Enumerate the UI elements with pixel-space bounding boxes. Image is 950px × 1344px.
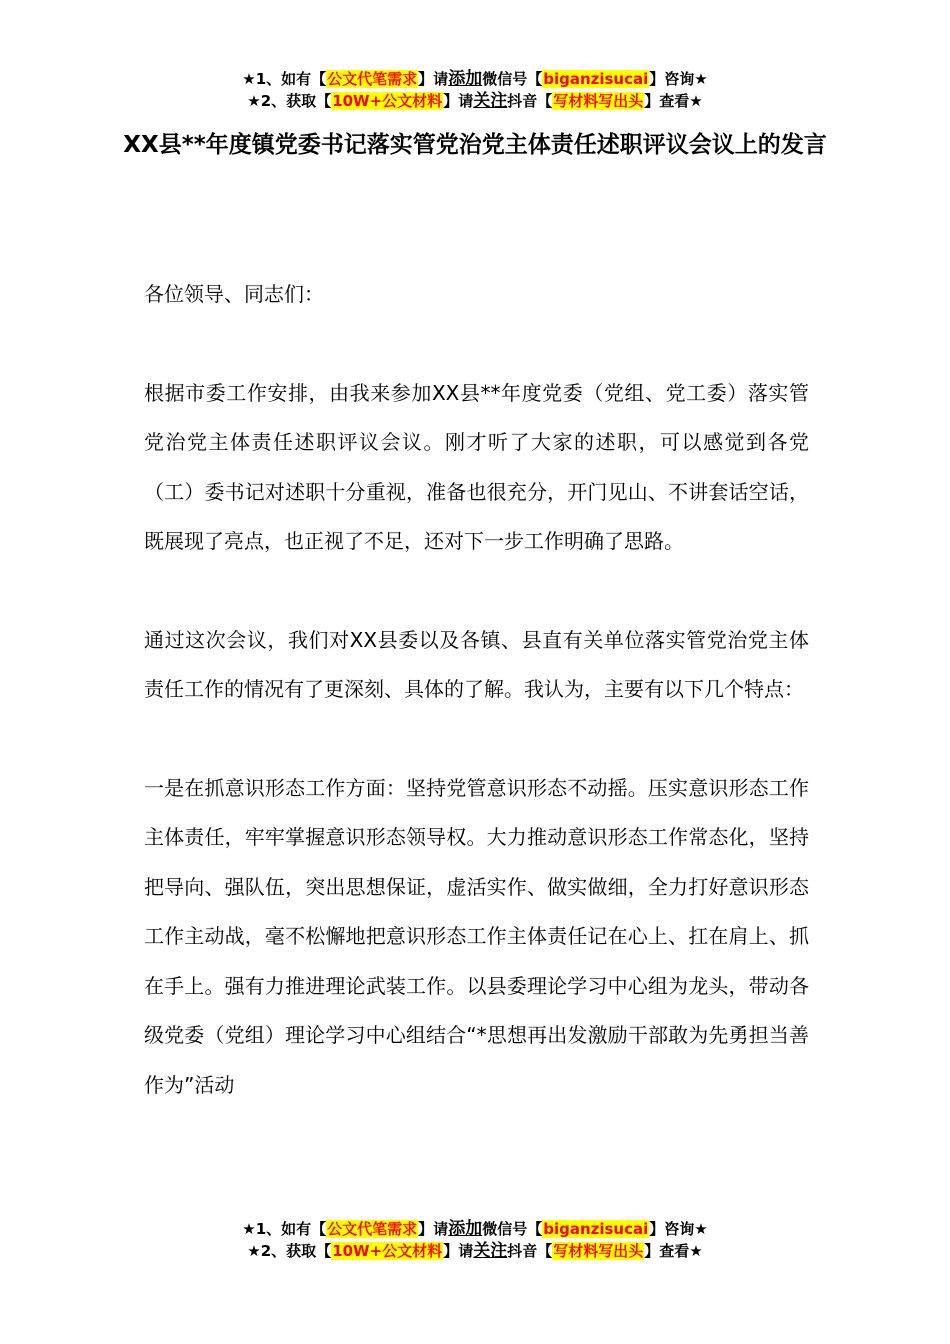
banner-text: 微信号【 (482, 1220, 543, 1238)
banner-text: 抖音【 (507, 1242, 553, 1260)
banner-text: 】咨询★ (649, 70, 708, 88)
paragraph: 一是在抓意识形态工作方面：坚持党管意识形态不动摇。压实意识形态工作主体责任，牢牢掌握意识形态领导权。大力推动意识形态工作常态化，坚持把导向、强队伍，突出思想保证，虚活实作、做实做细，全力打好意识形态工作主动战，毫不松懈地把意识形态工作主体责任记在心上、扛在肩上、抓在手上。强有力推进理论武装工作。以县委理论学习中心组为龙头，带动各级党委（党组）理论学习中心组结合“*思想再出发激励干部敢为先勇担当善作为”活动 (144, 775, 809, 1097)
banner-text: 微信号【 (482, 70, 543, 88)
banner-text: 】查看★ (644, 92, 703, 110)
highlight-service: 公文代笔需求 (327, 1220, 418, 1238)
banner-text: ★2、获取【 (247, 92, 332, 110)
highlight-materials: 10W+公文材料 (332, 1242, 443, 1260)
banner-text: 】咨询★ (649, 1220, 708, 1238)
banner-emphasis: 关注 (473, 1241, 508, 1261)
banner-text: 抖音【 (507, 92, 553, 110)
highlight-wechat-id: biganzisucai (543, 1220, 649, 1238)
banner-emphasis: 添加 (448, 69, 483, 89)
banner-line-2 (0, 90, 950, 112)
banner-text: ★2、获取【 (247, 1242, 332, 1260)
banner-text: 】查看★ (644, 1242, 703, 1260)
banner-text: ★1、如有【 (242, 70, 327, 88)
paragraph: 根据市委工作安排，由我来参加XX县**年度党委（党组、党工委）落实管党治党主体责任述职评议会议。刚才听了大家的述职，可以感觉到各党（工）委书记对述职十分重视，准备也很充分，开门见山、不讲套话空话，既展现了亮点，也正视了不足，还对下一步工作明确了思路。 (144, 380, 809, 553)
banner-text: 】请 (418, 70, 449, 88)
document-body (144, 270, 809, 1159)
header-banner (0, 68, 950, 112)
highlight-service: 公文代笔需求 (327, 70, 418, 88)
banner-line-1 (0, 1218, 950, 1240)
document-title: XX县**年度镇党委书记落实管党治党主体责任述职评议会议上的发言 (123, 132, 827, 158)
paragraph: 通过这次会议，我们对XX县委以及各镇、县直有关单位落实管党治党主体责任工作的情况有了更深刻、具体的了解。我认为，主要有以下几个特点： (144, 627, 809, 701)
highlight-materials: 10W+公文材料 (332, 92, 443, 110)
highlight-wechat-id: biganzisucai (543, 70, 649, 88)
banner-emphasis: 关注 (473, 91, 508, 111)
banner-line-1 (0, 68, 950, 90)
banner-line-2 (0, 1240, 950, 1262)
banner-text: 】请 (443, 1242, 474, 1260)
banner-text: 】请 (418, 1220, 449, 1238)
banner-text: 】请 (443, 92, 474, 110)
banner-text: ★1、如有【 (242, 1220, 327, 1238)
salutation: 各位领导、同志们： (144, 282, 324, 306)
highlight-douyin-id: 写材料写出头 (553, 92, 644, 110)
banner-emphasis: 添加 (448, 1219, 483, 1239)
highlight-douyin-id: 写材料写出头 (553, 1242, 644, 1260)
footer-banner (0, 1218, 950, 1262)
